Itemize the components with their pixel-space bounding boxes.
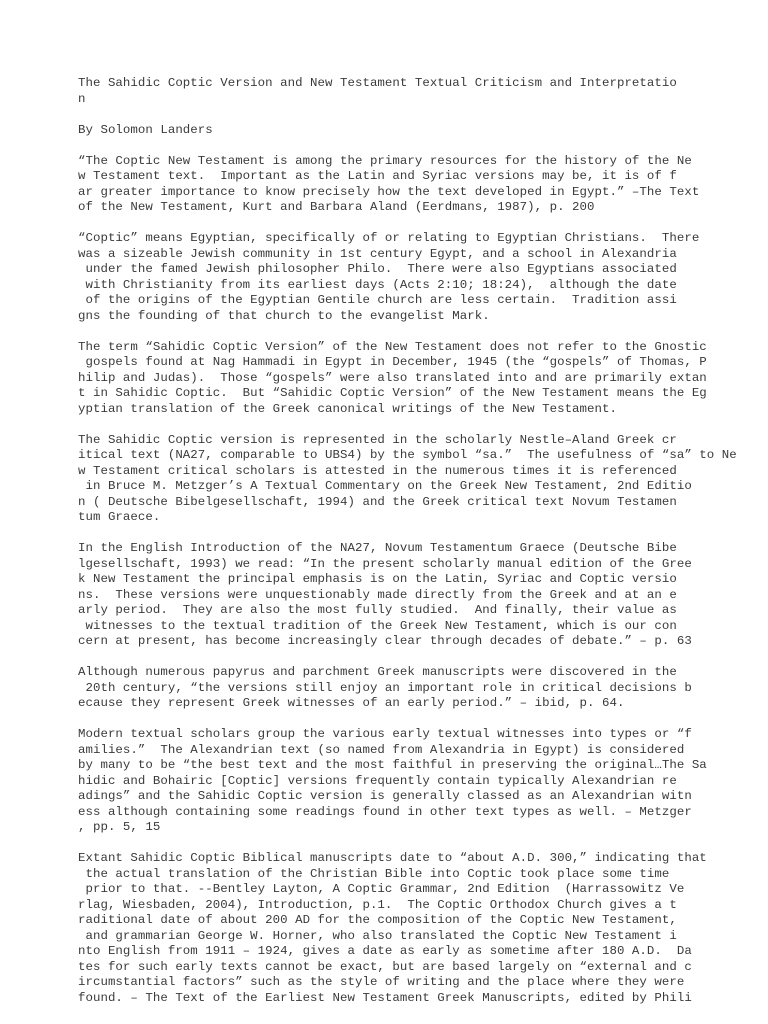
paragraph-4 [78, 433, 758, 526]
paragraph-3 [78, 340, 758, 418]
text-line: w Testament critical scholars is attested in the numerous times it is referenced [78, 463, 677, 478]
text-line: nto English from 1911 – 1924, gives a date as early as sometime after 180 A.D. Da [78, 944, 692, 958]
text-line: In the English Introduction of the NA27, Novum Testamentum Graece (Deutsche Bibe [78, 541, 677, 555]
paragraph-5 [78, 541, 758, 650]
paragraph-8 [78, 851, 758, 1006]
text-line: Although numerous papyrus and parchment Greek manuscripts were discovered in the [78, 665, 677, 679]
paragraph-6 [78, 665, 758, 712]
text-line: “Coptic” means Egyptian, specifically of or relating to Egyptian Christians. There [78, 231, 700, 245]
text-line: prior to that. --Bentley Layton, A Coptic Grammar, 2nd Edition (Harrassowitz Ve [78, 882, 685, 896]
byline [78, 123, 758, 139]
text-line: itical text (NA27, comparable to UBS4) by the symbol “sa.” The usefulness of “sa” to Ne [78, 448, 737, 462]
text-line: t in Sahidic Coptic. But “Sahidic Coptic Version” of the New Testament means the Eg [78, 386, 707, 400]
text-line: under the famed Jewish philosopher Philo. There were also Egyptians associated [78, 262, 677, 276]
text-line: rlag, Wiesbaden, 2004), Introduction, p.1. The Coptic Orthodox Church gives a t [78, 897, 677, 912]
text-line: was a sizeable Jewish community in 1st century Egypt, and a school in Alexandria [78, 246, 677, 261]
text-line: of the New Testament, Kurt and Barbara Aland (Eerdmans, 1987), p. 200 [78, 200, 595, 214]
text-line: Modern textual scholars group the various early textual witnesses into types or “f [78, 727, 692, 741]
text-line: The Sahidic Coptic version is represented in the scholarly Nestle–Aland Greek cr [78, 432, 677, 447]
text-line: adings” and the Sahidic Coptic version is generally classed as an Alexandrian witn [78, 789, 692, 803]
text-line: tum Graece. [78, 510, 161, 524]
text-line: raditional date of about 200 AD for the composition of the Coptic New Testament, [78, 913, 677, 927]
text-line: n ( Deutsche Bibelgesellschaft, 1994) and the Greek critical text Novum Testamen [78, 494, 677, 509]
text-line: and grammarian George W. Horner, who also translated the Coptic New Testament i [78, 928, 677, 943]
text-line: amilies.” The Alexandrian text (so named from Alexandria in Egypt) is considered [78, 742, 685, 757]
text-line: yptian translation of the Greek canonical writings of the New Testament. [78, 401, 617, 416]
text-line: hidic and Bohairic [Coptic] versions frequently contain typically Alexandrian re [78, 773, 677, 788]
text-line: gns the founding of that church to the evangelist Mark. [78, 308, 490, 323]
text-line: ircumstantial factors” such as the style of writing and the place where they were [78, 975, 685, 989]
paragraph-1 [78, 154, 758, 216]
text-line: The term “Sahidic Coptic Version” of the New Testament does not refer to the Gnostic [78, 339, 707, 354]
text-line: arly period. They are also the most fully studied. And finally, their value as [78, 603, 677, 617]
text-line: ess although containing some readings found in other text types as well. – Metzger [78, 804, 692, 819]
text-line: Extant Sahidic Coptic Biblical manuscripts date to “about A.D. 300,” indicating that [78, 851, 707, 865]
text-line: hilip and Judas). Those “gospels” were also translated into and are primarily extan [78, 370, 707, 385]
text-line: w Testament text. Important as the Latin and Syriac versions may be, it is of f [78, 169, 677, 183]
text-line: ar greater importance to know precisely how the text developed in Egypt.” –The Text [78, 184, 700, 199]
text-line: 20th century, “the versions still enjoy an important role in critical decisions b [78, 680, 692, 695]
text-line: with Christianity from its earliest days (Acts 2:10; 18:24), although the date [78, 277, 677, 292]
text-line: found. – The Text of the Earliest New Testament Greek Manuscripts, edited by Phili [78, 990, 692, 1005]
text-line: in Bruce M. Metzger’s A Textual Commentary on the Greek New Testament, 2nd Editio [78, 479, 692, 493]
title-line: The Sahidic Coptic Version and New Testament Textual Criticism and Interpretatio [78, 76, 677, 90]
text-line: of the origins of the Egyptian Gentile church are less certain. Tradition assi [78, 293, 677, 307]
paragraph-2 [78, 231, 758, 324]
text-line: by many to be “the best text and the most faithful in preserving the original…The Sa [78, 758, 707, 772]
text-line: k New Testament the principal emphasis is on the Latin, Syriac and Coptic versio [78, 572, 677, 586]
author-name: By Solomon Landers [78, 122, 213, 137]
text-line: lgesellschaft, 1993) we read: “In the present scholarly manual edition of the Gree [78, 556, 692, 571]
text-line: tes for such early texts cannot be exact, but are based largely on “external and c [78, 959, 692, 974]
text-line: gospels found at Nag Hammadi in Egypt in December, 1945 (the “gospels” of Thomas, P [78, 355, 707, 369]
text-line: witnesses to the textual tradition of the Greek New Testament, which is our con [78, 618, 677, 633]
text-line: cern at present, has become increasingly clear through decades of debate.” – p. 63 [78, 634, 692, 648]
paragraph-7 [78, 727, 758, 836]
document-page [78, 76, 758, 1022]
text-line: ecause they represent Greek witnesses of an early period.” – ibid, p. 64. [78, 696, 625, 710]
text-line: “The Coptic New Testament is among the primary resources for the history of the Ne [78, 153, 692, 168]
text-line: the actual translation of the Christian Bible into Coptic took place some time [78, 866, 670, 881]
text-line: ns. These versions were unquestionably made directly from the Greek and at an e [78, 587, 677, 602]
title-line: n [78, 91, 86, 106]
text-line: , pp. 5, 15 [78, 820, 161, 834]
document-title [78, 76, 758, 107]
